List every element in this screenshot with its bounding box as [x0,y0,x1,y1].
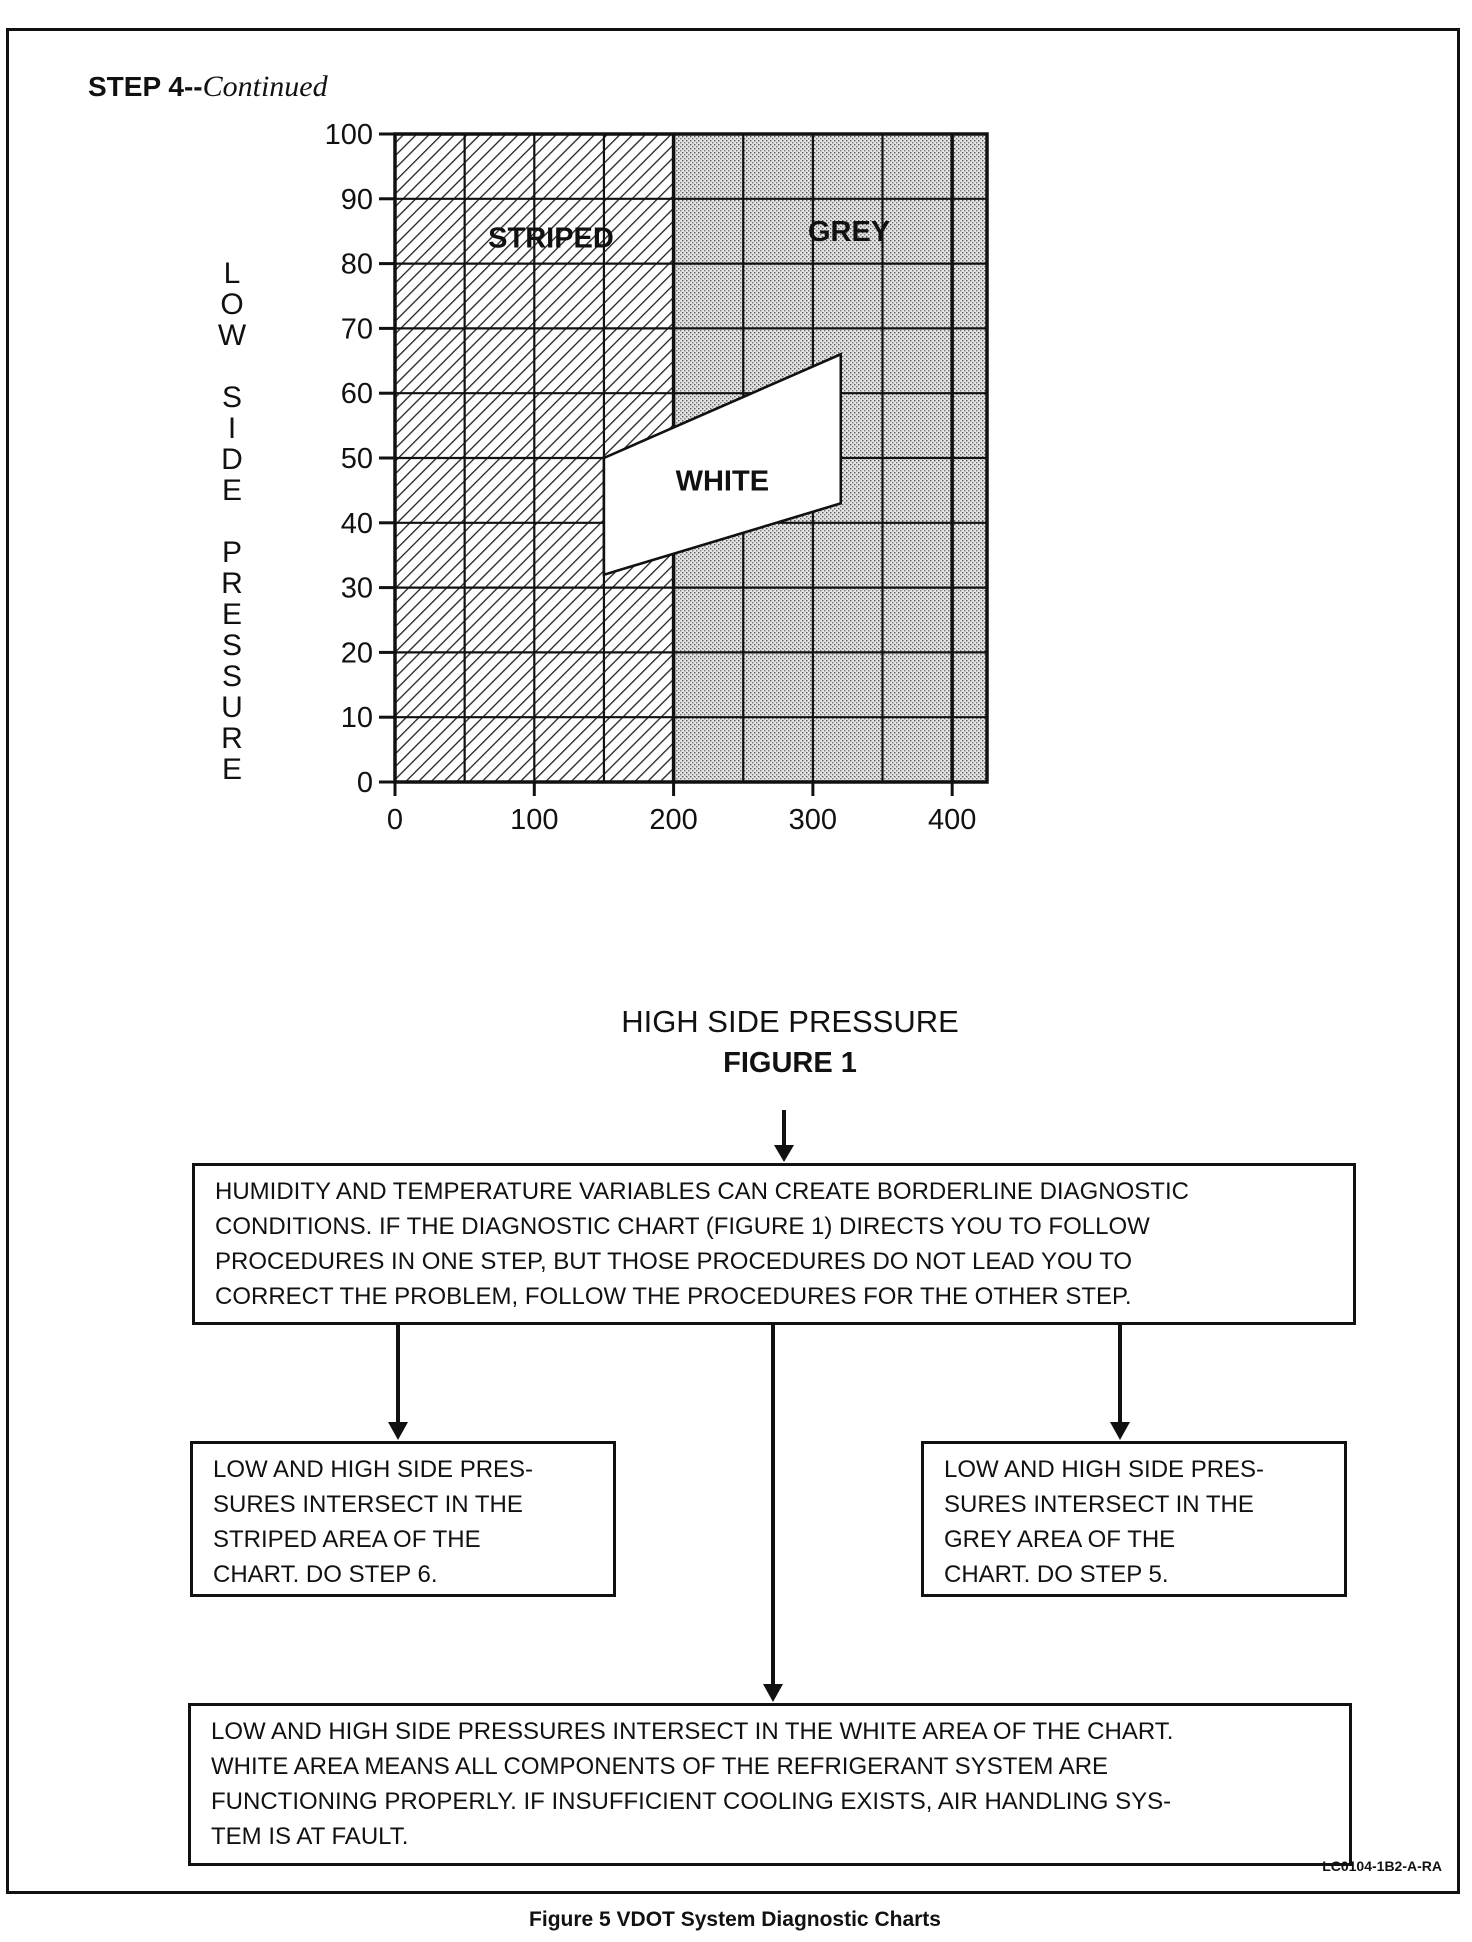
x-tick-label: 400 [927,804,977,836]
y-tick-label: 60 [340,378,373,411]
figure-caption: Figure 5 VDOT System Diagnostic Charts [529,1908,941,1931]
y-axis-title-letter: L [223,257,241,290]
figure-label: FIGURE 1 [723,1047,857,1079]
y-axis-title-letter: O [220,288,244,321]
y-axis-title-letter: U [221,691,243,724]
note-line: CORRECT THE PROBLEM, FOLLOW THE PROCEDURES FOR THE OTHER STEP. [215,1283,1132,1310]
y-axis-title-letter: S [221,381,242,414]
region-label-striped: STRIPED [488,222,614,255]
note-line: SURES INTERSECT IN THE [213,1491,523,1518]
y-tick-label: 10 [340,702,373,735]
note-line: FUNCTIONING PROPERLY. IF INSUFFICIENT COOLING EXISTS, AIR HANDLING SYS- [211,1788,1172,1815]
y-tick-label: 30 [340,572,373,605]
y-axis-title-letter: E [221,474,242,507]
y-tick-label: 70 [340,313,373,346]
note-line: GREY AREA OF THE [944,1526,1176,1553]
note-line: PROCEDURES IN ONE STEP, BUT THOSE PROCEDURES DO NOT LEAD YOU TO [215,1248,1133,1275]
y-tick-label: 50 [340,443,373,475]
note-line: CHART. DO STEP 5. [944,1561,1169,1588]
region-label-white: WHITE [675,465,770,498]
y-axis-title-letter: D [221,443,243,476]
y-tick-label: 90 [340,183,373,216]
note-line: WHITE AREA MEANS ALL COMPONENTS OF THE REFRIGERANT SYSTEM ARE [211,1753,1109,1780]
y-axis-title-letter: S [221,660,242,693]
note-line: CHART. DO STEP 6. [213,1561,438,1588]
note-line: STRIPED AREA OF THE [213,1526,481,1553]
striped-area-box [190,1441,616,1597]
note-line: LOW AND HIGH SIDE PRES- [213,1456,534,1483]
note-line: SURES INTERSECT IN THE [944,1491,1254,1518]
white-area-box [188,1703,1352,1866]
x-axis-title: HIGH SIDE PRESSURE [621,1004,959,1039]
borderline-note-box [192,1163,1356,1325]
y-axis-title-letter: E [221,598,242,631]
region-label-grey: GREY [808,216,891,249]
y-tick-label: 20 [340,637,373,670]
y-tick-label: 100 [324,120,373,151]
x-tick-label: 200 [649,804,698,836]
x-tick-label: 0 [386,804,404,836]
y-axis-title-letter: P [221,536,242,569]
step-heading-label: STEP 4-- [88,71,203,102]
x-tick-label: 300 [788,804,838,836]
note-line: TEM IS AT FAULT. [211,1823,409,1850]
y-axis-title-letter: S [221,629,242,662]
document-code: LC0104-1B2-A-RA [1322,1858,1442,1874]
note-line: LOW AND HIGH SIDE PRESSURES INTERSECT IN THE WHITE AREA OF THE CHART. [211,1718,1174,1745]
y-tick-label: 0 [356,767,373,799]
y-tick-label: 40 [340,507,373,540]
grey-area-box [921,1441,1347,1597]
note-line: LOW AND HIGH SIDE PRES- [944,1456,1265,1483]
x-tick-label: 100 [510,804,559,836]
step-heading-continued: Continued [202,70,328,103]
y-axis-title-letter: W [217,319,247,352]
y-axis-title-letter: I [227,412,237,445]
note-line: CONDITIONS. IF THE DIAGNOSTIC CHART (FIGURE 1) DIRECTS YOU TO FOLLOW [215,1213,1150,1240]
y-axis-title-letter: R [221,567,243,600]
y-axis-title-letter: E [221,753,242,786]
note-line: HUMIDITY AND TEMPERATURE VARIABLES CAN CREATE BORDERLINE DIAGNOSTIC [215,1178,1189,1205]
y-tick-label: 80 [340,248,373,281]
y-axis-title-letter: R [221,722,243,755]
